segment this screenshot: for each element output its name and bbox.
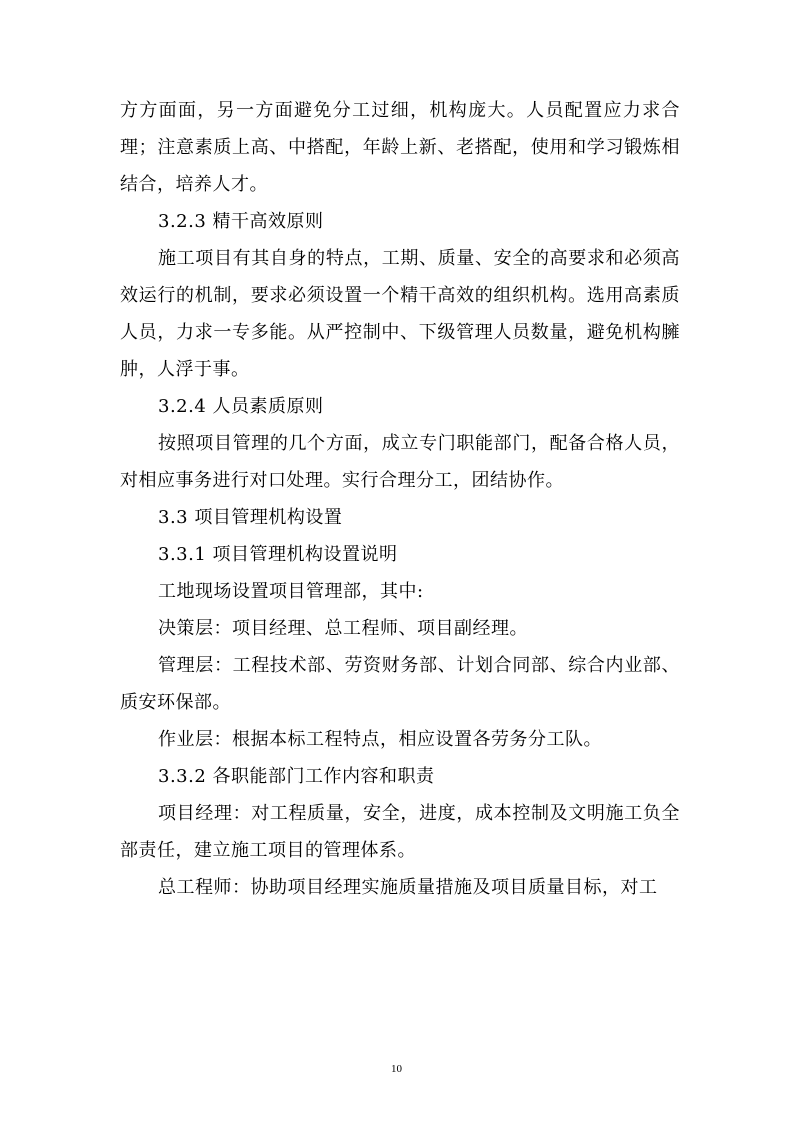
paragraph-decision-layer: 决策层：项目经理、总工程师、项目副经理。: [158, 618, 528, 639]
section-heading-3-2-4: 3.2.4 人员素质原则: [158, 396, 324, 417]
page-number: 10: [391, 1063, 402, 1075]
paragraph-personnel-quality: 按照项目管理的几个方面，成立专门职能部门，配备合格人员，对相应事务进行对口处理。实行合理分工，团结协作。: [120, 433, 680, 491]
paragraph-continuation: 方方面面，另一方面避免分工过细，机构庞大。人员配置应力求合理；注意素质上高、中搭配，年龄上新、老搭配，使用和学习锻炼相结合，培养人才。: [120, 100, 680, 195]
section-heading-3-3: 3.3 项目管理机构设置: [158, 507, 343, 528]
paragraph-efficiency-principle: 施工项目有其自身的特点，工期、质量、安全的高要求和必须高效运行的机制，要求必须设置一个精干高效的组织机构。选用高素质人员，力求一专多能。从严控制中、下级管理人员数量，避免机构臃肿，人浮于事。: [120, 248, 680, 380]
paragraph-management-layer: 管理层：工程技术部、劳资财务部、计划合同部、综合内业部、质安环保部。: [120, 655, 680, 713]
page-content: [120, 92, 680, 906]
paragraph-project-manager: 项目经理：对工程质量，安全，进度，成本控制及文明施工负全部责任，建立施工项目的管理体系。: [120, 803, 680, 861]
section-heading-3-2-3: 3.2.3 精干高效原则: [158, 211, 324, 232]
paragraph-operation-layer: 作业层：根据本标工程特点，相应设置各劳务分工队。: [158, 729, 602, 750]
section-heading-3-3-1: 3.3.1 项目管理机构设置说明: [158, 544, 398, 565]
paragraph-chief-engineer: 总工程师：协助项目经理实施质量措施及项目质量目标，对工: [158, 877, 658, 898]
paragraph-site-setup: 工地现场设置项目管理部，其中:: [158, 581, 424, 602]
section-heading-3-3-2: 3.3.2 各职能部门工作内容和职责: [158, 766, 435, 787]
